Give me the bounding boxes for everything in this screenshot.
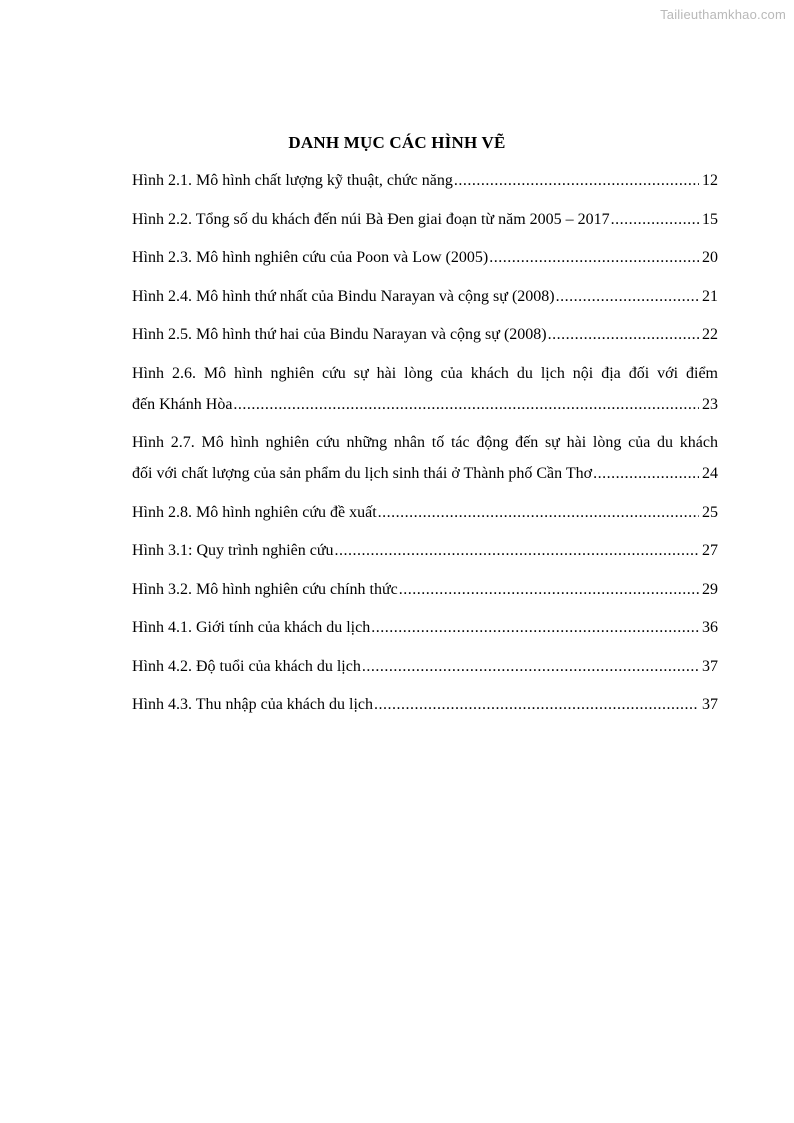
dot-leader — [378, 503, 699, 523]
dot-leader — [454, 171, 699, 191]
figure-entry-label: Hình 2.4. Mô hình thứ nhất của Bindu Narayan và cộng sự (2008) — [132, 287, 555, 305]
page-number: 29 — [702, 580, 718, 598]
dot-leader — [362, 657, 699, 677]
figure-entry-4-3[interactable] — [132, 695, 718, 715]
figure-entry-2-5[interactable] — [132, 325, 718, 345]
page-number: 20 — [702, 249, 718, 266]
dot-leader — [233, 395, 699, 415]
figure-entry-3-2[interactable] — [132, 580, 718, 600]
dot-leader — [371, 618, 699, 638]
dot-leader — [611, 210, 699, 230]
figure-entry-2-7[interactable] — [132, 433, 718, 484]
page-number: 22 — [702, 326, 718, 343]
dot-leader — [489, 248, 699, 268]
dot-leader — [374, 695, 699, 715]
figure-entry-label: Hình 3.2. Mô hình nghiên cứu chính thức — [132, 580, 398, 598]
page-number: 24 — [702, 465, 718, 482]
figure-entry-label: Hình 2.3. Mô hình nghiên cứu của Poon và Low (2005) — [132, 249, 489, 266]
figure-entry-label: Hình 3.1: Quy trình nghiên cứu — [132, 542, 334, 559]
dot-leader — [335, 541, 699, 561]
figure-entry-3-1[interactable] — [132, 541, 718, 561]
figure-entry-2-1[interactable] — [132, 171, 718, 191]
figure-entry-label: Hình 4.3. Thu nhập của khách du lịch — [132, 696, 373, 713]
page-number: 15 — [702, 210, 718, 228]
watermark: Tailieuthamkhao.com — [660, 7, 786, 22]
figure-entry-label: Hình 2.6. Mô hình nghiên cứu sự hài lòng của khách du lịch nội địa đối với điểm — [132, 364, 718, 382]
page-number: 25 — [702, 503, 718, 521]
page-number: 23 — [702, 395, 718, 413]
figure-entry-4-2[interactable] — [132, 657, 718, 677]
figure-entry-label: Hình 2.1. Mô hình chất lượng kỹ thuật, chức năng — [132, 172, 453, 189]
figure-list — [132, 171, 718, 734]
page-number: 37 — [702, 696, 718, 713]
figure-entry-label-continued: đến Khánh Hòa — [132, 395, 233, 413]
figure-entry-2-6[interactable] — [132, 364, 718, 415]
page-number: 21 — [702, 287, 718, 305]
page-title: DANH MỤC CÁC HÌNH VẼ — [288, 133, 506, 152]
dot-leader — [593, 464, 699, 484]
dot-leader — [548, 325, 699, 345]
figure-entry-4-1[interactable] — [132, 618, 718, 638]
page-number: 27 — [702, 542, 718, 559]
figure-entry-label: Hình 2.2. Tổng số du khách đến núi Bà Đen giai đoạn từ năm 2005 – 2017 — [132, 210, 610, 228]
figure-entry-label: Hình 4.2. Độ tuổi của khách du lịch — [132, 657, 361, 675]
figure-entry-2-3[interactable] — [132, 248, 718, 268]
figure-entry-label: Hình 2.5. Mô hình thứ hai của Bindu Narayan và cộng sự (2008) — [132, 326, 547, 343]
figure-entry-label-continued: đối với chất lượng của sản phẩm du lịch sinh thái ở Thành phố Cần Thơ — [132, 465, 593, 482]
dot-leader — [399, 580, 699, 600]
figure-entry-2-4[interactable] — [132, 287, 718, 307]
dot-leader — [556, 287, 699, 307]
page-number: 36 — [702, 619, 718, 636]
figure-entry-label: Hình 2.8. Mô hình nghiên cứu đề xuất — [132, 503, 377, 521]
figure-entry-label: Hình 2.7. Mô hình nghiên cứu những nhân tố tác động đến sự hài lòng của du khách — [132, 434, 718, 451]
page-number: 12 — [702, 172, 718, 189]
figure-entry-2-8[interactable] — [132, 503, 718, 523]
figure-entry-label: Hình 4.1. Giới tính của khách du lịch — [132, 619, 371, 636]
figure-entry-2-2[interactable] — [132, 210, 718, 230]
page-number: 37 — [702, 657, 718, 675]
